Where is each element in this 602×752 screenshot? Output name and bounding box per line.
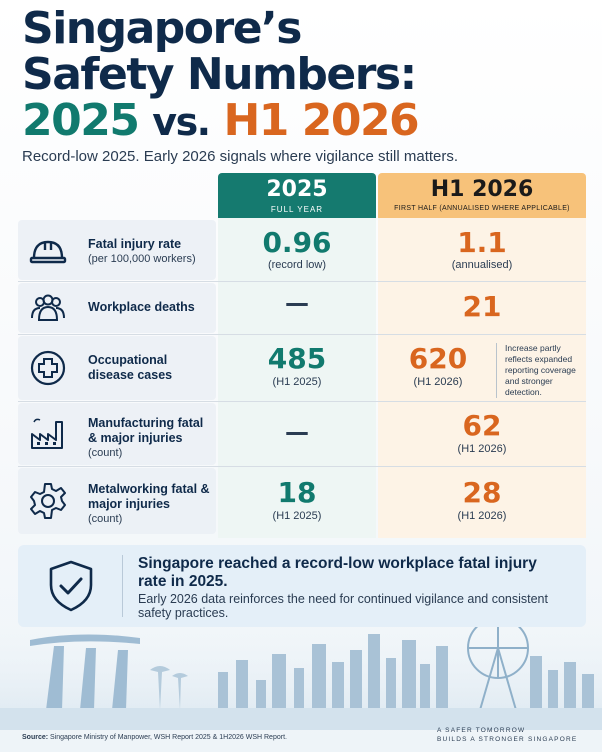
column-header-2025	[218, 173, 376, 218]
column-header-h1-2026	[378, 173, 586, 218]
banner-body: Early 2026 data reinforces the need for continued vigilance and consistent safety practices.	[138, 592, 548, 620]
value-2026: 1.1	[457, 226, 507, 259]
hard-hat-icon	[28, 230, 68, 270]
subtitle: Record-low 2025. Early 2026 signals where vigilance still matters.	[22, 148, 459, 165]
value-2026: 620	[408, 342, 468, 375]
page-title	[22, 3, 419, 146]
factory-icon	[28, 414, 68, 454]
value-2026: 21	[462, 290, 502, 323]
value-2025: 18	[277, 476, 317, 509]
value-2026: 62	[462, 409, 502, 442]
tagline-line-2: BUILDS A STRONGER SINGAPORE	[437, 736, 578, 743]
title-line-1: Singapore’s	[22, 3, 301, 54]
value-2026-note: (H1 2026)	[457, 510, 507, 522]
row-label: Fatal injury rate (per 100,000 workers)	[88, 237, 196, 265]
tagline	[437, 726, 577, 744]
people-icon	[28, 288, 68, 328]
row-divider	[18, 281, 586, 282]
row-label: Occupational disease cases	[88, 353, 173, 382]
value-2026: 28	[462, 476, 502, 509]
value-2025: —	[285, 289, 309, 317]
row-label: Workplace deaths	[88, 300, 195, 314]
source-label: Source:	[22, 734, 49, 741]
source-text: Singapore Ministry of Manpower, WSH Report 2025 & 1H2026 WSH Report.	[50, 734, 287, 741]
value-2025-note: (H1 2025)	[272, 376, 322, 388]
shield-check-icon	[46, 559, 96, 613]
column-2026-label: H1 2026	[430, 177, 534, 202]
title-vs: vs.	[152, 100, 210, 144]
value-2025: —	[285, 418, 309, 446]
banner-title: Singapore reached a record-low workplace fatal injury rate in 2025.	[138, 555, 537, 590]
value-2026-note: (H1 2026)	[413, 376, 463, 388]
row-label: Manufacturing fatal & major injuries (count)	[88, 416, 204, 459]
banner-divider	[122, 555, 123, 617]
tagline-line-1: A SAFER TOMORROW	[437, 727, 526, 734]
gear-icon	[28, 481, 68, 521]
title-year-a: 2025	[22, 95, 139, 146]
value-2026-note: (annualised)	[451, 259, 513, 271]
value-2025-note: (H1 2025)	[272, 510, 322, 522]
title-year-b: H1 2026	[223, 95, 419, 146]
row-divider	[18, 401, 586, 402]
medical-cross-icon	[28, 348, 68, 388]
row-divider	[18, 334, 586, 335]
row-label: Metalworking fatal & major injuries (count)	[88, 482, 210, 525]
column-2025-sublabel: FULL YEAR	[270, 205, 324, 214]
value-2025: 485	[267, 342, 327, 375]
title-line-3	[22, 95, 419, 146]
column-2025-label: 2025	[266, 177, 328, 202]
title-line-2: Safety Numbers:	[22, 49, 416, 100]
value-2025: 0.96	[262, 226, 332, 259]
source-citation	[22, 734, 287, 741]
key-message-banner	[18, 545, 586, 627]
disease-cases-note: Increase partly reflects expanded reporting coverage and stronger detection.	[496, 343, 584, 398]
value-2026-note: (H1 2026)	[457, 443, 507, 455]
column-2026-sublabel: FIRST HALF (ANNUALISED WHERE APPLICABLE)	[394, 205, 570, 212]
value-2025-note: (record low)	[267, 259, 327, 271]
row-divider	[18, 466, 586, 467]
